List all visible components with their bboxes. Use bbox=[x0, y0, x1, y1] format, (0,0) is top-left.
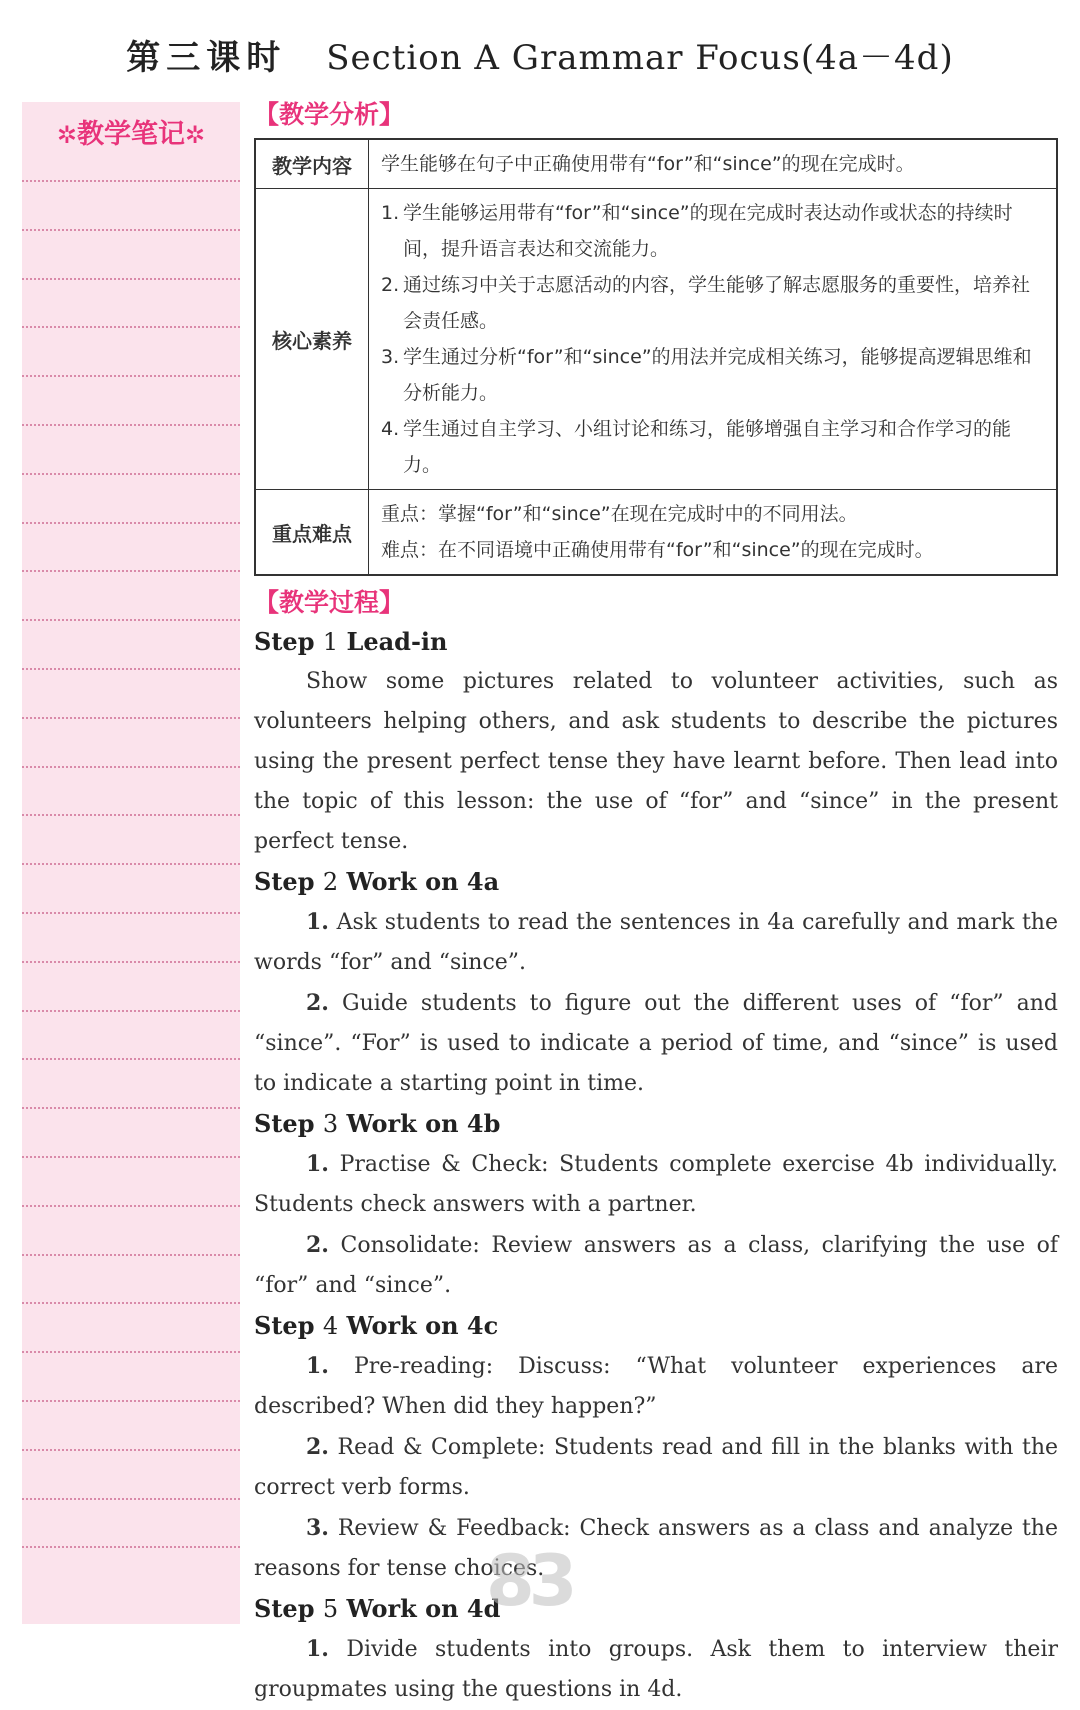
paragraph-number: 1. bbox=[306, 1151, 329, 1177]
paragraph-number: 1. bbox=[306, 1636, 329, 1662]
section-title: Section A Grammar Focus(4a－4d) bbox=[326, 38, 954, 78]
note-line bbox=[22, 619, 240, 621]
step-label: Step bbox=[254, 1109, 315, 1138]
step-paragraph bbox=[254, 902, 1058, 983]
note-line bbox=[22, 570, 240, 572]
notes-title bbox=[22, 112, 240, 151]
analysis-item bbox=[381, 411, 1046, 483]
paragraph-number: 2. bbox=[306, 1434, 329, 1460]
paragraph-number: 1. bbox=[306, 909, 329, 935]
star-icon: ✲ bbox=[185, 121, 206, 149]
step-label: Step bbox=[254, 1594, 315, 1623]
process-steps bbox=[254, 622, 1058, 1710]
item-text: 学生通过分析“for”和“since”的用法并完成相关练习，能够提高逻辑思维和分析能力。 bbox=[403, 346, 1032, 404]
paragraph-text: Guide students to figure out the different uses of “for” and “since”. “For” is used to indicate a period of time, and “since” is used to indicate a starting point in time. bbox=[254, 991, 1058, 1096]
analysis-heading: 【教学分析】 bbox=[254, 100, 405, 129]
analysis-row bbox=[255, 490, 1057, 576]
note-line bbox=[22, 766, 240, 768]
note-line bbox=[22, 1302, 240, 1304]
step-label: Step bbox=[254, 1311, 315, 1340]
step-paragraph bbox=[254, 662, 1058, 862]
notes-title-text: 教学笔记 bbox=[77, 119, 185, 150]
note-line bbox=[22, 1058, 240, 1060]
note-line bbox=[22, 814, 240, 816]
process-heading: 【教学过程】 bbox=[254, 588, 405, 617]
step-paragraph bbox=[254, 1629, 1058, 1710]
note-line bbox=[22, 1546, 240, 1548]
step-title: Lead-in bbox=[346, 627, 448, 656]
item-number: 4. bbox=[381, 418, 400, 440]
note-line bbox=[22, 961, 240, 963]
analysis-row bbox=[255, 139, 1057, 189]
step-paragraph bbox=[254, 1508, 1058, 1589]
note-line bbox=[22, 424, 240, 426]
paragraph-number: 2. bbox=[306, 1232, 329, 1258]
note-line bbox=[22, 522, 240, 524]
page-number: 83 bbox=[486, 1540, 572, 1622]
note-line bbox=[22, 1010, 240, 1012]
step-heading bbox=[254, 1306, 1058, 1346]
step-title: Work on 4a bbox=[346, 867, 500, 896]
star-icon: ✲ bbox=[56, 121, 77, 149]
step-heading bbox=[254, 862, 1058, 902]
step-paragraph bbox=[254, 1225, 1058, 1306]
item-number: 3. bbox=[381, 346, 400, 368]
note-line bbox=[22, 1156, 240, 1158]
paragraph-text: Pre-reading: Discuss: “What volunteer experiences are described? When did they happen?” bbox=[254, 1354, 1058, 1419]
note-line bbox=[22, 473, 240, 475]
item-text: 通过练习中关于志愿活动的内容，学生能够了解志愿服务的重要性，培养社会责任感。 bbox=[403, 274, 1031, 332]
item-text: 学生通过自主学习、小组讨论和练习，能够增强自主学习和合作学习的能力。 bbox=[403, 418, 1012, 476]
note-line bbox=[22, 180, 240, 182]
step-paragraph bbox=[254, 1144, 1058, 1225]
note-line bbox=[22, 863, 240, 865]
note-line bbox=[22, 668, 240, 670]
step-number: 4 bbox=[322, 1312, 339, 1340]
note-line bbox=[22, 1498, 240, 1500]
item-number: 1. bbox=[381, 202, 400, 224]
paragraph-number: 3. bbox=[306, 1515, 329, 1541]
analysis-item bbox=[381, 195, 1046, 267]
note-line bbox=[22, 278, 240, 280]
main-content bbox=[254, 96, 1058, 1710]
step-number: 3 bbox=[322, 1110, 339, 1138]
step-label: Step bbox=[254, 627, 315, 656]
step-title: Work on 4d bbox=[346, 1594, 501, 1623]
paragraph-text: Consolidate: Review answers as a class, clarifying the use of “for” and “since”. bbox=[254, 1233, 1059, 1298]
note-line bbox=[22, 1351, 240, 1353]
step-heading bbox=[254, 1589, 1058, 1629]
note-line bbox=[22, 717, 240, 719]
note-line bbox=[22, 1400, 240, 1402]
step-paragraph bbox=[254, 983, 1058, 1104]
paragraph-number: 1. bbox=[306, 1353, 329, 1379]
paragraph-text: Ask students to read the sentences in 4a carefully and mark the words “for” and “since”. bbox=[254, 910, 1058, 975]
analysis-table bbox=[254, 138, 1058, 576]
lesson-label: 第三课时 bbox=[126, 38, 287, 78]
note-line bbox=[22, 1254, 240, 1256]
step-paragraph bbox=[254, 1346, 1058, 1427]
paragraph-text: Review & Feedback: Check answers as a class and analyze the reasons for tense choices. bbox=[254, 1516, 1058, 1581]
paragraph-text: Practise & Check: Students complete exercise 4b individually. Students check answers with a partner. bbox=[254, 1152, 1058, 1217]
step-number: 2 bbox=[322, 868, 339, 896]
analysis-item: 难点：在不同语境中正确使用带有“for”和“since”的现在完成时。 bbox=[381, 539, 934, 561]
note-line bbox=[22, 229, 240, 231]
item-text: 学生能够运用带有“for”和“since”的现在完成时表达动作或状态的持续时间，提升语言表达和交流能力。 bbox=[403, 202, 1013, 260]
analysis-item bbox=[381, 339, 1046, 411]
analysis-item bbox=[381, 267, 1046, 339]
note-line bbox=[22, 1449, 240, 1451]
analysis-label: 重点难点 bbox=[255, 490, 369, 576]
analysis-item: 重点：掌握“for”和“since”在现在完成时中的不同用法。 bbox=[381, 503, 858, 525]
note-line bbox=[22, 326, 240, 328]
step-number: 1 bbox=[322, 628, 339, 656]
step-title: Work on 4c bbox=[346, 1311, 499, 1340]
paragraph-number: 2. bbox=[306, 990, 329, 1016]
step-paragraph bbox=[254, 1427, 1058, 1508]
item-number: 2. bbox=[381, 274, 400, 296]
analysis-value bbox=[369, 189, 1058, 490]
step-number: 5 bbox=[322, 1595, 339, 1623]
note-line bbox=[22, 1107, 240, 1109]
teaching-notes-column bbox=[22, 102, 240, 1624]
paragraph-text: Show some pictures related to volunteer activities, such as volunteers helping others, and ask students to describe the pictures using the present perfect tense they have learnt before. Then lead into the topic of this lesson: the use of “for” and “since” in the present perfect tense. bbox=[254, 669, 1058, 854]
paragraph-text: Divide students into groups. Ask them to interview their groupmates using the questions in 4d. bbox=[254, 1637, 1058, 1702]
note-line bbox=[22, 912, 240, 914]
analysis-value bbox=[369, 490, 1058, 576]
note-line bbox=[22, 375, 240, 377]
analysis-item: 学生能够在句子中正确使用带有“for”和“since”的现在完成时。 bbox=[381, 153, 915, 175]
analysis-label: 教学内容 bbox=[255, 139, 369, 189]
paragraph-text: Read & Complete: Students read and fill in the blanks with the correct verb forms. bbox=[254, 1435, 1059, 1500]
step-label: Step bbox=[254, 867, 315, 896]
step-title: Work on 4b bbox=[346, 1109, 501, 1138]
note-line bbox=[22, 1205, 240, 1207]
step-heading bbox=[254, 622, 1058, 662]
step-heading bbox=[254, 1104, 1058, 1144]
page-title bbox=[0, 30, 1080, 79]
analysis-value bbox=[369, 139, 1058, 189]
analysis-label: 核心素养 bbox=[255, 189, 369, 490]
analysis-row bbox=[255, 189, 1057, 490]
